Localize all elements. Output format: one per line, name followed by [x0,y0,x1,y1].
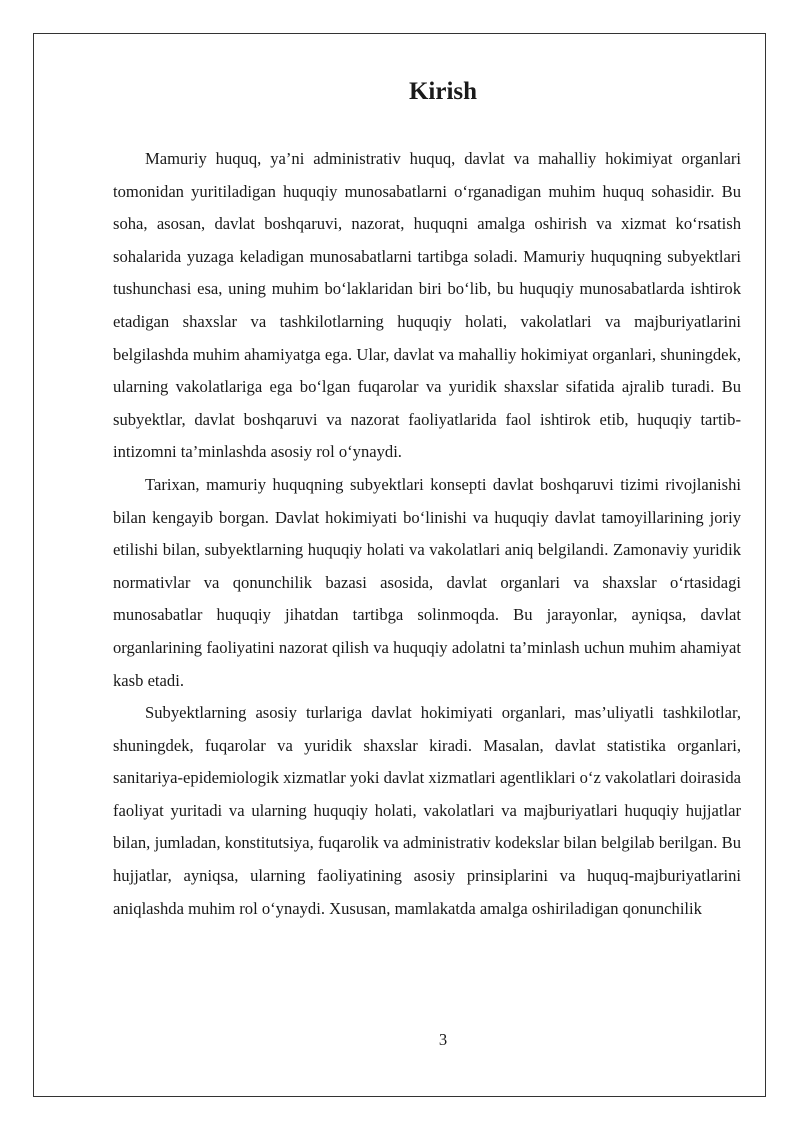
paragraph: Subyektlarning asosiy turlariga davlat hokimiyati organlari, mas’uliyatli tashkilotlar, shuningdek, fuqarolar va yuridik shaxslar kiradi. Masalan, davlat statistika organlari, sanitariya-epidemiologik xizmatlar yoki davlat xizmatlari agentliklari o‘z vakolatlari doirasida faoliyat yuritadi va ularning huquqiy holati, vakolatlari va majburiyatlari huquqiy hujjatlar bilan, jumladan, konstitutsiya, fuqarolik va administrativ kodekslar bilan belgilab berilgan. Bu hujjatlar, ayniqsa, ularning faoliyatining asosiy prinsiplarini va huquq-majburiyatlarini aniqlashda muhim rol o‘ynaydi. Xususan, mamlakatda amalga oshiriladigan qonunchilik [113,703,741,918]
page-number: 3 [438,1030,448,1049]
paragraph: Tarixan, mamuriy huquqning subyektlari konsepti davlat boshqaruvi tizimi rivojlanishi bilan kengayib borgan. Davlat hokimiyati bo‘linishi va huquqiy davlat tamoyillarining joriy etilishi bilan, subyektlarning huquqiy holati va vakolatlari aniq belgilandi. Zamonaviy yuridik normativlar va qonunchilik bazasi asosida, davlat organlari va shaxslar o‘rtasidagi munosabatlar huquqiy jihatdan tartibga solinmoqda. Bu jarayonlar, ayniqsa, davlat organlarining faoliyatini nazorat qilish va huquqiy adolatni ta’minlash uchun muhim ahamiyat kasb etadi. [113,474,741,690]
document-body [113,143,741,925]
paragraph: Mamuriy huquq, ya’ni administrativ huquq, davlat va mahalliy hokimiyat organlari tomonidan yuritiladigan huquqiy munosabatlarni o‘rganadigan muhim huquq sohasidir. Bu soha, asosan, davlat boshqaruvi, nazorat, huquqni amalga oshirish va xizmat ko‘rsatish sohalarida yuzaga keladigan munosabatlarni tartibga soladi. Mamuriy huquqning subyektlari tushunchasi esa, uning muhim bo‘laklaridan biri bo‘lib, bu huquqiy munosabatlarda ishtirok etadigan shaxslar va tashkilotlarning huquqiy holati, vakolatlari va majburiyatlarini belgilashda muhim ahamiyatga ega. Ular, davlat va mahalliy hokimiyat organlari, shuningdek, ularning vakolatlariga ega bo‘lgan fuqarolar va yuridik shaxslar sifatida ajralib turadi. Bu subyektlar, davlat boshqaruvi va nazorat faoliyatlarida faol ishtirok etib, huquqiy tartib-intizomni ta’minlashda asosiy rol o‘ynaydi. [113,149,741,462]
page-title: Kirish [408,78,478,105]
